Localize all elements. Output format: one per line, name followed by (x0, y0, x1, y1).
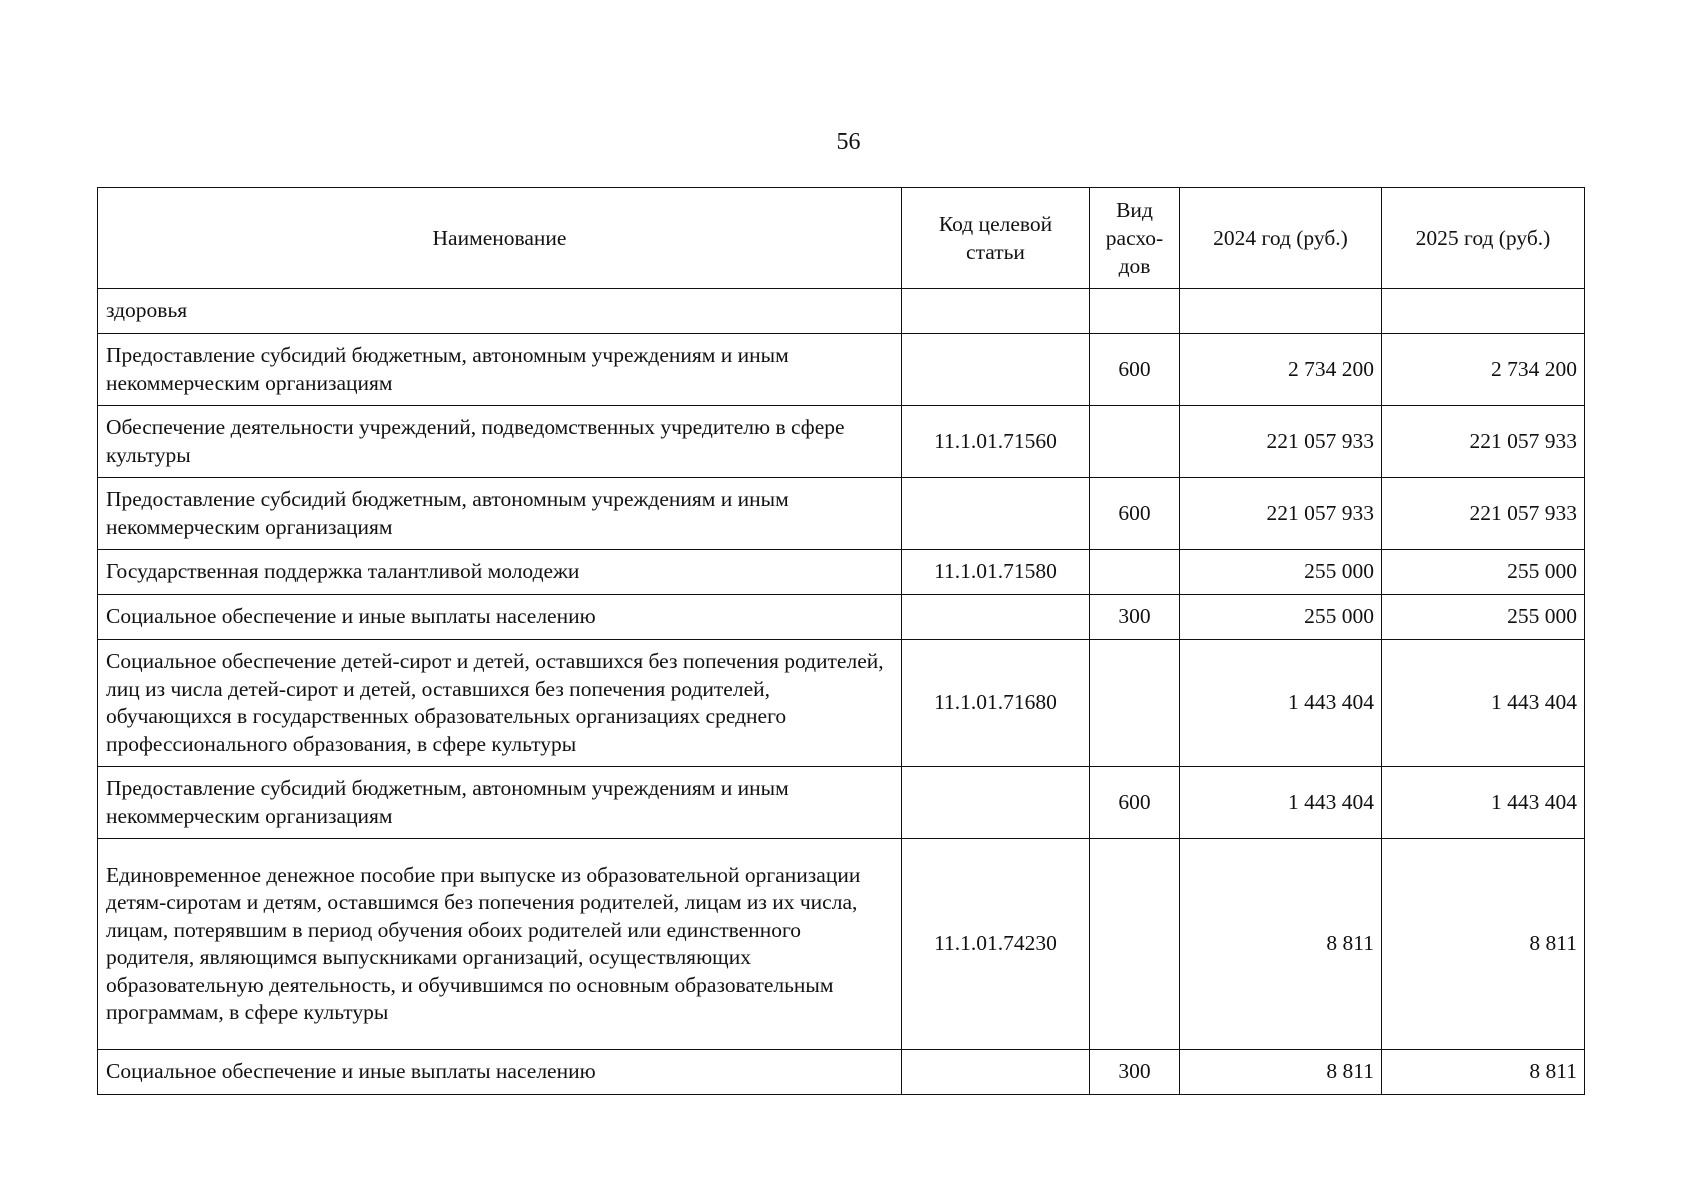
row-kind (1090, 289, 1180, 334)
row-amount-2024: 2 734 200 (1180, 334, 1382, 406)
row-kind: 300 (1090, 595, 1180, 640)
row-kind: 600 (1090, 478, 1180, 550)
row-name: Предоставление субсидий бюджетным, автономным учреждениям и иным некоммерческим организациям (98, 767, 902, 839)
header-year-2025: 2025 год (руб.) (1382, 188, 1585, 289)
table-row (98, 334, 1585, 406)
table-row (98, 767, 1585, 839)
row-kind (1090, 839, 1180, 1050)
header-kind: Вид расхо-дов (1090, 188, 1180, 289)
row-kind (1090, 550, 1180, 595)
row-kind (1090, 640, 1180, 767)
row-amount-2024 (1180, 289, 1382, 334)
row-name: Социальное обеспечение и иные выплаты населению (98, 1050, 902, 1095)
row-amount-2025: 8 811 (1382, 839, 1585, 1050)
table-row (98, 640, 1585, 767)
row-amount-2025: 221 057 933 (1382, 478, 1585, 550)
row-code (902, 1050, 1090, 1095)
row-name: здоровья (98, 289, 902, 334)
table-row (98, 289, 1585, 334)
row-kind (1090, 406, 1180, 478)
table-header-row (98, 188, 1585, 289)
row-name: Единовременное денежное пособие при выпуске из образовательной организации детям-сиротам и детям, оставшимся без попечения родителей, лицам из их числа, лицам, потерявшим в период обучения обоих родителей или единственного родителя, являющимся выпускниками организаций, осуществляющих образовательную деятельность, и обучившимся по основным образовательным программам, в сфере культуры (98, 839, 902, 1050)
row-amount-2024: 221 057 933 (1180, 406, 1382, 478)
row-code (902, 595, 1090, 640)
row-code (902, 334, 1090, 406)
row-name: Обеспечение деятельности учреждений, подведомственных учредителю в сфере культуры (98, 406, 902, 478)
table-row (98, 1050, 1585, 1095)
row-amount-2024: 8 811 (1180, 839, 1382, 1050)
budget-table (97, 187, 1585, 1095)
row-amount-2025: 1 443 404 (1382, 767, 1585, 839)
row-code: 11.1.01.71680 (902, 640, 1090, 767)
page-number: 56 (836, 129, 861, 155)
row-amount-2024: 1 443 404 (1180, 767, 1382, 839)
row-code: 11.1.01.74230 (902, 839, 1090, 1050)
header-year-2024: 2024 год (руб.) (1180, 188, 1382, 289)
row-amount-2025: 1 443 404 (1382, 640, 1585, 767)
row-amount-2024: 255 000 (1180, 595, 1382, 640)
row-name: Государственная поддержка талантливой молодежи (98, 550, 902, 595)
row-amount-2024: 8 811 (1180, 1050, 1382, 1095)
row-kind: 300 (1090, 1050, 1180, 1095)
row-amount-2025: 221 057 933 (1382, 406, 1585, 478)
row-amount-2024: 255 000 (1180, 550, 1382, 595)
row-code: 11.1.01.71580 (902, 550, 1090, 595)
header-code: Код целевой статьи (902, 188, 1090, 289)
table-row (98, 406, 1585, 478)
row-amount-2025: 255 000 (1382, 550, 1585, 595)
row-name: Предоставление субсидий бюджетным, автономным учреждениям и иным некоммерческим организациям (98, 478, 902, 550)
row-code (902, 767, 1090, 839)
row-amount-2025: 2 734 200 (1382, 334, 1585, 406)
table-row (98, 478, 1585, 550)
table-row (98, 595, 1585, 640)
row-code: 11.1.01.71560 (902, 406, 1090, 478)
row-code (902, 478, 1090, 550)
table-row (98, 550, 1585, 595)
row-amount-2024: 1 443 404 (1180, 640, 1382, 767)
table-row (98, 839, 1585, 1050)
row-kind: 600 (1090, 767, 1180, 839)
row-name: Социальное обеспечение детей-сирот и детей, оставшихся без попечения родителей, лиц из числа детей-сирот и детей, оставшихся без попечения родителей, обучающихся в государственных образовательных организациях среднего профессионального образования, в сфере культуры (98, 640, 902, 767)
row-name: Социальное обеспечение и иные выплаты населению (98, 595, 902, 640)
row-amount-2025 (1382, 289, 1585, 334)
row-name: Предоставление субсидий бюджетным, автономным учреждениям и иным некоммерческим организациям (98, 334, 902, 406)
row-amount-2024: 221 057 933 (1180, 478, 1382, 550)
row-amount-2025: 8 811 (1382, 1050, 1585, 1095)
row-kind: 600 (1090, 334, 1180, 406)
row-code (902, 289, 1090, 334)
header-name: Наименование (98, 188, 902, 289)
row-amount-2025: 255 000 (1382, 595, 1585, 640)
